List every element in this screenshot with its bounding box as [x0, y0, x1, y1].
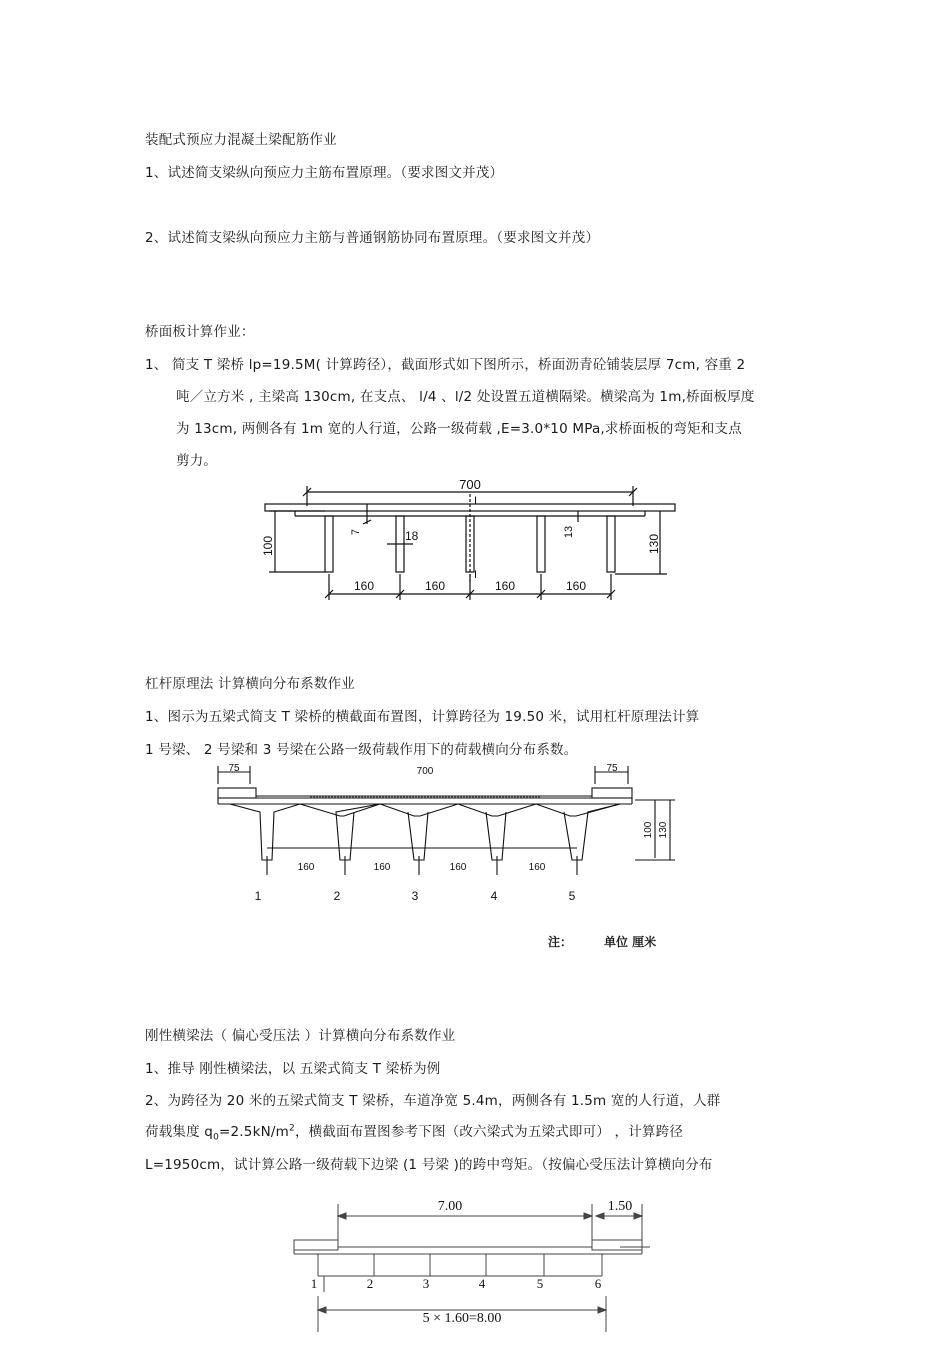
- fig1-web-label: 18: [405, 529, 419, 543]
- section-title-reinforcement: 装配式预应力混凝土梁配筋作业: [145, 132, 337, 148]
- question-3-1-line2: 1 号梁、 2 号梁和 3 号梁在公路一级荷载作用下的荷载横向分布系数。: [145, 742, 578, 758]
- fig2-beam-1: 1: [254, 889, 262, 903]
- fig2-right-walk: 75: [606, 763, 618, 774]
- fig2-beam-3: 3: [411, 889, 419, 903]
- fig1-spacing-4: 160: [565, 579, 587, 593]
- figure-deck-cross-section: [255, 474, 695, 604]
- fig2-spacing-4: 160: [528, 862, 546, 873]
- fig1-deck-label: 13: [563, 525, 575, 539]
- note-unit: 单位 厘米: [604, 935, 657, 949]
- fig3-beam-3: 3: [422, 1276, 430, 1291]
- fig1-section-mark-bottom: I: [474, 569, 478, 581]
- fig3-beam-6: 6: [594, 1276, 602, 1291]
- fig2-spacing-3: 160: [449, 862, 467, 873]
- section-title-deck-slab: 桥面板计算作业：: [145, 324, 255, 340]
- fig2-beam-5: 5: [568, 889, 576, 903]
- fig2-width-label: 700: [416, 766, 434, 777]
- fig3-beam-5: 5: [536, 1276, 544, 1291]
- fig1-section-mark-top: I: [474, 495, 478, 507]
- question-4-1: 1、推导 刚性横梁法，以 五梁式简支 T 梁桥为例: [145, 1061, 441, 1077]
- fig2-beam-4: 4: [490, 889, 498, 903]
- fig3-width-label: 7.00: [437, 1199, 463, 1214]
- fig1-right-height: 130: [647, 533, 661, 555]
- question-4-2-line1: 2、为跨径为 20 米的五梁式简支 T 梁桥，车道净宽 5.4m，两侧各有 1.5m 宽的人行道，人群: [145, 1093, 721, 1109]
- fig1-spacing-2: 160: [424, 579, 446, 593]
- fig2-left-walk: 75: [228, 763, 240, 774]
- fig3-total-label: 5 × 1.60=8.00: [422, 1311, 502, 1326]
- section-title-rigid-beam: 刚性横梁法（ 偏心受压法 ）计算横向分布系数作业: [145, 1028, 456, 1044]
- fig1-spacing-3: 160: [494, 579, 516, 593]
- fig3-beam-4: 4: [478, 1276, 486, 1291]
- question-3-1-line1: 1、图示为五梁式简支 T 梁桥的横截面布置图，计算跨径为 19.50 米，试用杠杆原理法计算: [145, 709, 700, 725]
- fig3-beam-2: 2: [366, 1276, 374, 1291]
- fig1-spacing-1: 160: [353, 579, 375, 593]
- fig2-height-1: 100: [643, 821, 654, 839]
- note-label: 注：: [548, 935, 573, 949]
- question-1-1: 1、试述简支梁纵向预应力主筋布置原理。（要求图文并茂）: [145, 165, 504, 181]
- fig2-beam-2: 2: [333, 889, 341, 903]
- fig2-spacing-1: 160: [297, 862, 315, 873]
- fig2-height-2: 130: [658, 821, 669, 839]
- section-title-lever-rule: 杠杆原理法 计算横向分布系数作业: [145, 676, 355, 692]
- question-4-2-line3: L=1950cm，试计算公路一级荷载下边梁 (1 号梁 )的跨中弯矩。（按偏心受压法计算横向分布: [145, 1157, 713, 1173]
- question-2-1-line3: 为 13cm, 两侧各有 1m 宽的人行道，公路一级荷载 ,E=3.0*10 MPa,求桥面板的弯矩和支点: [176, 421, 742, 437]
- fig1-width-label: 700: [459, 477, 481, 492]
- question-4-2-line2: 荷载集度 $q_0=2.5kN/m^2$，横截面布置图参考下图（改六梁式为五梁式即可） ，计算跨径: [145, 1123, 684, 1143]
- question-1-2: 2、试述简支梁纵向预应力主筋与普通钢筋协同布置原理。（要求图文并茂）: [145, 230, 600, 246]
- question-2-1-line2: 吨／立方米 , 主梁高 130cm, 在支点、 l/4 、l/2 处设置五道横隔梁。横梁高为 1m,桥面板厚度: [176, 389, 755, 405]
- fig1-left-height: 100: [261, 535, 275, 557]
- fig1-slab-label: 7: [350, 528, 362, 536]
- question-2-1-line1: 1、 简支 T 梁桥 lp=19.5M( 计算跨径），截面形式如下图所示，桥面沥青砼铺装层厚 7cm, 容重 2: [145, 357, 746, 373]
- fig3-beam-1: 1: [310, 1276, 318, 1291]
- figure-six-beam-section: [290, 1192, 660, 1342]
- fig2-spacing-2: 160: [373, 862, 391, 873]
- figure-five-beam-section: [210, 760, 680, 910]
- fig3-walk-label: 1.50: [607, 1199, 633, 1214]
- question-2-1-line4: 剪力。: [176, 453, 218, 469]
